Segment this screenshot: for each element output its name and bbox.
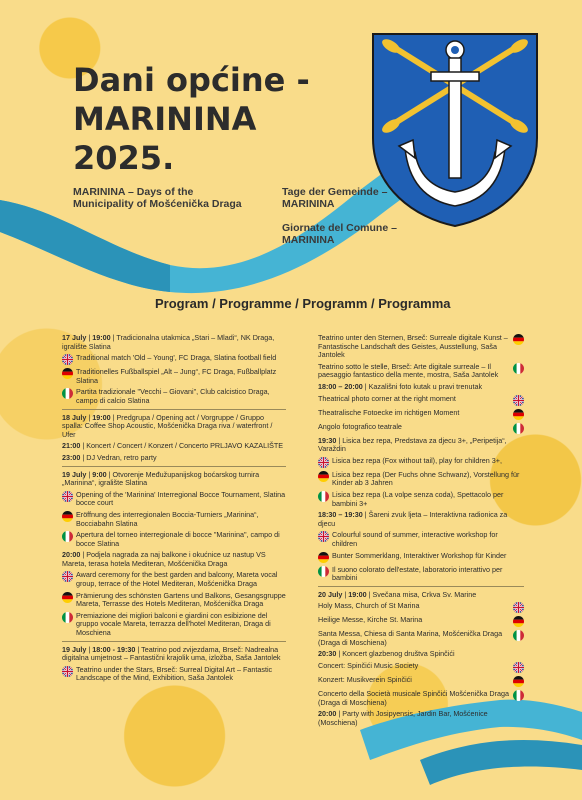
event-translation-text: Concerto della Società musicale Spinčići Mošćenička Draga (Draga di Moschiena) bbox=[318, 689, 509, 707]
it-flag-icon bbox=[513, 423, 524, 434]
de-flag-icon bbox=[62, 592, 73, 603]
program-right-column bbox=[318, 334, 524, 730]
event-time: 19:00 bbox=[92, 412, 111, 422]
event-translation-text: Traditional match 'Old – Young', FC Draga, Slatina football field bbox=[76, 353, 277, 363]
uk-flag-icon bbox=[62, 354, 73, 365]
event-text: Lisica bez repa, Predstava za djecu 3+, „Peripetija“, Varaždin bbox=[318, 435, 507, 454]
translated-event bbox=[318, 531, 524, 548]
event-translation-text: Santa Messa, Chiesa di Santa Marina, Mošćenička Draga (Draga di Moschiena) bbox=[318, 629, 503, 647]
event-translation-text: Bunter Sommerklang, Interaktiver Workshop für Kinder bbox=[332, 550, 507, 560]
program-event: 20 July | 19:00 | Svečana misa, Crkva Sv. Marine bbox=[318, 589, 477, 599]
event-time: 18:00 – 20:00 bbox=[318, 381, 363, 391]
event-date: 18 July bbox=[62, 412, 87, 422]
event-translation-text: Prämierung des schönsten Gartens und Balkons, Gesangsgruppe Mareta, Terrasse des Hotels Mediteran, Mošćenička Draga bbox=[76, 590, 286, 609]
event-time: 23:00 bbox=[62, 452, 81, 462]
event-translation-text: Teatrino unter den Sternen, Brseč: Surreale digitale Kunst – Fantastische Landschaft des Geistes, Ausstellung, Saša Jantolek bbox=[318, 333, 508, 360]
de-flag-icon bbox=[513, 616, 524, 627]
translated-event bbox=[62, 531, 286, 548]
translated-event bbox=[318, 423, 524, 434]
event-translation-text: Apertura del torneo interregionale di bocce "Marinina", campo di bocce Slatina bbox=[76, 530, 280, 548]
event-translation-text: Il suono colorato dell'estate, laboratorio interattivo per bambini bbox=[332, 564, 503, 583]
translated-event bbox=[318, 552, 524, 563]
subtitle-it: Giornate del Comune – MARININA bbox=[282, 222, 397, 246]
uk-flag-icon bbox=[62, 571, 73, 582]
event-translation-text: Opening of the 'Marinina' Interregional Bocce Tournament, Slatina bocce court bbox=[76, 489, 286, 508]
subtitle-en: MARININA – Days of the Municipality of Mošćenička Draga bbox=[73, 186, 242, 210]
event-text: Koncert glazbenog društva Spinčići bbox=[342, 649, 455, 659]
event-translation-text: Konzert: Musikverein Spinčići bbox=[318, 675, 412, 685]
translated-event bbox=[318, 566, 524, 583]
event-date: 19 July bbox=[62, 644, 87, 654]
subtitle-de: Tage der Gemeinde – MARININA bbox=[282, 186, 388, 210]
program-event: 17 July | 19:00 | Tradicionalna utakmica „Stari – Mladi“, NK Draga, igralište Slatina bbox=[62, 333, 275, 351]
title-line-2: MARININA bbox=[73, 100, 257, 138]
de-flag-icon bbox=[318, 471, 329, 482]
event-translation-text: Partita tradizionale "Vecchi – Giovani", Club calcistico Draga, campo di calcio Slatina bbox=[76, 387, 270, 405]
program-event: 20:00 | Podjela nagrada za naj balkone i okućnice uz nastup VS Mareta, terasa hotela Mediteran, Mošćenička Draga bbox=[62, 550, 266, 568]
event-translation-text: Concert: Spinčići Music Society bbox=[318, 661, 419, 671]
section-divider bbox=[62, 409, 286, 410]
event-translation-text: Colourful sound of summer, interactive workshop for children bbox=[332, 530, 498, 548]
program-event: 19 July | 9:00 | Otvorenje Međužupanijskog boćarskog turnira „Marinina“, igralište Slatina bbox=[62, 469, 260, 488]
translated-event bbox=[318, 409, 524, 420]
program-event: 19:30 | Lisica bez repa, Predstava za djecu 3+, „Peripetija“, Varaždin bbox=[318, 435, 507, 454]
program-left-column bbox=[62, 334, 286, 686]
translated-event bbox=[318, 676, 524, 687]
translated-event bbox=[318, 363, 524, 380]
translated-event bbox=[318, 334, 524, 360]
program-event: 20:30 | Koncert glazbenog društva Spinčići bbox=[318, 649, 455, 659]
de-flag-icon bbox=[513, 409, 524, 420]
event-translation-text: Teatrino sotto le stelle, Brseč: Arte digitale surreale – Il paesaggio fantastico della mente, mostra, Saša Jantolek bbox=[318, 361, 499, 380]
translated-event bbox=[62, 388, 286, 405]
translated-event bbox=[318, 616, 524, 627]
uk-flag-icon bbox=[62, 491, 73, 502]
de-flag-icon bbox=[318, 552, 329, 563]
event-time: 19:00 bbox=[92, 333, 111, 342]
event-translation-text: Theatrical photo corner at the right moment bbox=[318, 393, 456, 403]
event-translation-text: Lisica bez repa (La volpe senza coda), Spettacolo per bambini 3+ bbox=[332, 489, 504, 508]
it-flag-icon bbox=[62, 531, 73, 542]
program-event: 18:00 – 20:00 | Kazališni foto kutak u pravi trenutak bbox=[318, 381, 483, 391]
event-date: 19 July bbox=[62, 469, 87, 479]
translated-event bbox=[318, 690, 524, 707]
it-flag-icon bbox=[513, 630, 524, 641]
translated-event bbox=[62, 368, 286, 385]
uk-flag-icon bbox=[318, 531, 329, 542]
program-event: 18:30 – 19:30 | Šareni zvuk ljeta – Interaktivna radionica za djecu bbox=[318, 510, 508, 528]
section-divider bbox=[62, 466, 286, 467]
uk-flag-icon bbox=[62, 666, 73, 677]
event-text: Tradicionalna utakmica „Stari – Mladi“, NK Draga, igralište Slatina bbox=[62, 333, 275, 351]
event-time: 20:00 bbox=[318, 709, 337, 719]
event-time: 19:30 bbox=[318, 435, 337, 445]
event-time: 9:00 bbox=[92, 469, 107, 479]
translated-event bbox=[318, 457, 524, 468]
program-heading: Program / Programme / Programm / Programma bbox=[155, 296, 451, 311]
translated-event bbox=[62, 511, 286, 528]
it-flag-icon bbox=[513, 363, 524, 374]
event-text: Podjela nagrada za naj balkone i okućnice uz nastup VS Mareta, terasa hotela Mediteran, Mošćenička Draga bbox=[62, 550, 266, 568]
de-flag-icon bbox=[62, 368, 73, 379]
uk-flag-icon bbox=[513, 602, 524, 613]
it-flag-icon bbox=[513, 690, 524, 701]
event-date: 17 July bbox=[62, 333, 87, 342]
de-flag-icon bbox=[513, 334, 524, 345]
program-event: 18 July | 19:00 | Predgrupa / Opening act / Vorgruppe / Gruppo spalla: Coffee Shop Acoustic, Mošćenička Draga riva / waterfront / Ufer bbox=[62, 412, 273, 439]
event-text: Otvorenje Međužupanijskog boćarskog turnira „Marinina“, igralište Slatina bbox=[62, 469, 260, 488]
event-translation-text: Premiazione dei migliori balconi e giardini con esibizione del gruppo vocale Mareta, terrazza dell'hotel Mediteran, Draga di Moschiena bbox=[76, 610, 271, 638]
translated-event bbox=[62, 354, 286, 365]
title-line-1: Dani općine - bbox=[73, 61, 310, 99]
program-event: 20:00 | Party with Josipyensis, Jardin Bar, Mošćenice (Moschiena) bbox=[318, 709, 488, 727]
event-text: Predgrupa / Opening act / Vorgruppe / Gruppo spalla: Coffee Shop Acoustic, Mošćenička Draga riva / waterfront / Ufer bbox=[62, 412, 273, 439]
uk-flag-icon bbox=[318, 457, 329, 468]
event-time: 18:00 - 19:30 bbox=[92, 644, 136, 654]
event-text: Teatrino pod zvijezdama, Brseč: Nadrealna digitalna umjetnost – Fantastični krajolik uma, izložba, Saša Jantolek bbox=[62, 644, 281, 663]
event-text: Svečana misa, Crkva Sv. Marine bbox=[372, 589, 477, 599]
de-flag-icon bbox=[62, 511, 73, 522]
event-time: 20:00 bbox=[62, 550, 81, 560]
translated-event bbox=[318, 491, 524, 508]
de-flag-icon bbox=[513, 676, 524, 687]
it-flag-icon bbox=[318, 491, 329, 502]
program-event: 23:00 | DJ Vedran, retro party bbox=[62, 452, 157, 462]
translated-event bbox=[318, 630, 524, 647]
event-translation-text: Angolo fotografico teatrale bbox=[318, 421, 402, 431]
translated-event bbox=[62, 571, 286, 588]
event-translation-text: Lisica bez repa (Fox without tail), play for children 3+, bbox=[332, 455, 502, 465]
uk-flag-icon bbox=[513, 395, 524, 406]
event-time: 19:00 bbox=[348, 589, 367, 599]
section-divider bbox=[318, 586, 524, 587]
translated-event bbox=[318, 471, 524, 488]
event-text: Kazališni foto kutak u pravi trenutak bbox=[368, 381, 483, 391]
program-event: 21:00 | Koncert / Concert / Konzert / Concerto PRLJAVO KAZALIŠTE bbox=[62, 441, 284, 451]
event-translation-text: Lisica bez repa (Der Fuchs ohne Schwanz), Vorstellung für Kinder ab 3 Jahren bbox=[332, 469, 520, 488]
program-event: 19 July | 18:00 - 19:30 | Teatrino pod zvijezdama, Brseč: Nadrealna digitalna umjetnost – Fantastični krajolik uma, izložba, Saša Jantolek bbox=[62, 644, 281, 663]
translated-event bbox=[62, 592, 286, 609]
translated-event bbox=[318, 662, 524, 673]
translated-event bbox=[62, 612, 286, 638]
translated-event bbox=[318, 602, 524, 613]
event-translation-text: Theatralische Fotoecke im richtigen Moment bbox=[318, 407, 460, 417]
event-translation-text: Award ceremony for the best garden and balcony, Mareta vocal group, terrace of the Hotel Mediteran, Mošćenička Draga bbox=[76, 570, 278, 589]
event-time: 21:00 bbox=[62, 441, 81, 451]
section-divider bbox=[62, 641, 286, 642]
event-translation-text: Teatrino under the Stars, Brseč: Surreal Digital Art – Fantastic Landscape of the Mind, Exhibition, Saša Jantolek bbox=[76, 664, 273, 683]
event-text: Šareni zvuk ljeta – Interaktivna radionica za djecu bbox=[318, 510, 508, 528]
uk-flag-icon bbox=[513, 662, 524, 673]
translated-event bbox=[62, 666, 286, 683]
title-line-3: 2025. bbox=[73, 139, 175, 177]
event-time: 18:30 – 19:30 bbox=[318, 510, 363, 520]
event-text: DJ Vedran, retro party bbox=[86, 452, 157, 462]
event-time: 20:30 bbox=[318, 649, 337, 659]
event-text: Party with Josipyensis, Jardin Bar, Mošćenice (Moschiena) bbox=[318, 709, 488, 727]
event-translation-text: Eröffnung des interregionalen Boccia-Turniers „Marinina“, Bocciabahn Slatina bbox=[76, 509, 259, 528]
event-translation-text: Traditionelles Fußballspiel „Alt – Jung“, FC Draga, Fußballplatz Slatina bbox=[76, 367, 277, 385]
event-translation-text: Holy Mass, Church of St Marina bbox=[318, 601, 420, 611]
translated-event bbox=[62, 491, 286, 508]
event-translation-text: Heilige Messe, Kirche St. Marina bbox=[318, 615, 423, 625]
translated-event bbox=[318, 395, 524, 406]
it-flag-icon bbox=[62, 612, 73, 623]
event-date: 20 July bbox=[318, 589, 343, 599]
it-flag-icon bbox=[318, 566, 329, 577]
event-text: Koncert / Concert / Konzert / Concerto PRLJAVO KAZALIŠTE bbox=[86, 441, 284, 451]
it-flag-icon bbox=[62, 388, 73, 399]
coat-of-arms-icon bbox=[365, 28, 545, 228]
